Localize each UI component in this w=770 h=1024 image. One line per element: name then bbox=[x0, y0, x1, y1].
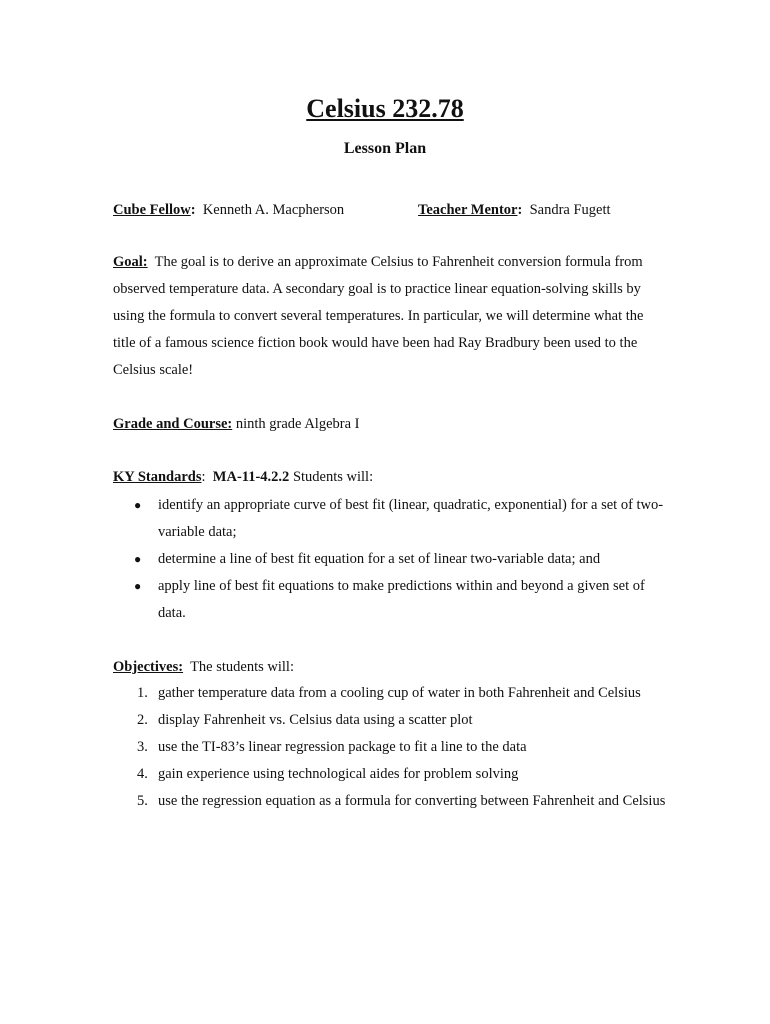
item-number: 3. bbox=[137, 739, 148, 755]
objectives-label: Objectives: bbox=[113, 659, 184, 675]
cube-fellow-colon: : bbox=[190, 202, 196, 218]
teacher-mentor-name: Sandra Fugett bbox=[529, 202, 611, 218]
teacher-mentor-line bbox=[418, 200, 611, 220]
objectives-intro: The students will: bbox=[190, 659, 294, 675]
ky-standards-code: MA-11-4.2.2 bbox=[212, 469, 290, 485]
objective-text: use the regression equation as a formula for converting between Fahrenheit and Celsius bbox=[158, 793, 666, 809]
grade-course-line bbox=[113, 414, 359, 434]
item-number: 5. bbox=[137, 793, 148, 809]
cube-fellow-label: Cube Fellow bbox=[113, 202, 191, 218]
page-subtitle: Lesson Plan bbox=[343, 140, 427, 157]
bullet-icon: ● bbox=[134, 498, 142, 512]
list-item bbox=[113, 573, 673, 627]
goal-section bbox=[113, 249, 658, 384]
objective-text: gather temperature data from a cooling cup of water in both Fahrenheit and Celsius bbox=[158, 685, 641, 701]
standard-text: apply line of best fit equations to make predictions within and beyond a given set of data. bbox=[158, 578, 645, 621]
ky-standards-colon: : bbox=[201, 469, 206, 485]
standard-text: identify an appropriate curve of best fit (linear, quadratic, exponential) for a set of two-variable data; bbox=[158, 497, 664, 540]
list-item bbox=[113, 680, 673, 707]
ky-standards-intro: Students will: bbox=[292, 469, 374, 485]
list-item bbox=[113, 788, 673, 815]
item-number: 4. bbox=[137, 766, 148, 782]
goal-text: The goal is to derive an approximate Celsius to Fahrenheit conversion formula from observed temperature data. A secondary goal is to practice linear equation-solving skills by using the formula to convert several temperatures. In particular, we will determine what the title of a famous science fiction book would have been had Ray Bradbury been used to the Celsius scale! bbox=[113, 254, 644, 378]
objective-text: gain experience using technological aides for problem solving bbox=[158, 766, 519, 782]
page-title: Celsius 232.78 bbox=[306, 94, 464, 123]
ky-standards-label: KY Standards bbox=[113, 469, 202, 485]
grade-course-label: Grade and Course: bbox=[113, 416, 233, 432]
ky-standards-line bbox=[113, 467, 373, 487]
list-item bbox=[113, 492, 673, 546]
list-item bbox=[113, 761, 673, 788]
standards-list bbox=[113, 492, 673, 627]
objectives-line bbox=[113, 657, 294, 677]
list-item bbox=[113, 546, 673, 573]
bullet-icon: ● bbox=[134, 579, 142, 593]
list-item bbox=[113, 707, 673, 734]
standard-text: determine a line of best fit equation for a set of linear two-variable data; and bbox=[158, 551, 601, 567]
bullet-icon: ● bbox=[134, 552, 142, 566]
objectives-list bbox=[113, 680, 673, 815]
grade-course-text: ninth grade Algebra I bbox=[235, 416, 360, 432]
item-number: 2. bbox=[137, 712, 148, 728]
teacher-mentor-label: Teacher Mentor bbox=[418, 202, 518, 218]
goal-label: Goal: bbox=[113, 254, 148, 270]
list-item bbox=[113, 734, 673, 761]
cube-fellow-line bbox=[113, 200, 344, 220]
teacher-mentor-colon: : bbox=[517, 202, 523, 218]
cube-fellow-name: Kenneth A. Macpherson bbox=[202, 202, 345, 218]
item-number: 1. bbox=[137, 685, 148, 701]
objective-text: use the TI-83’s linear regression package to fit a line to the data bbox=[158, 739, 527, 755]
objective-text: display Fahrenheit vs. Celsius data using a scatter plot bbox=[158, 712, 473, 728]
